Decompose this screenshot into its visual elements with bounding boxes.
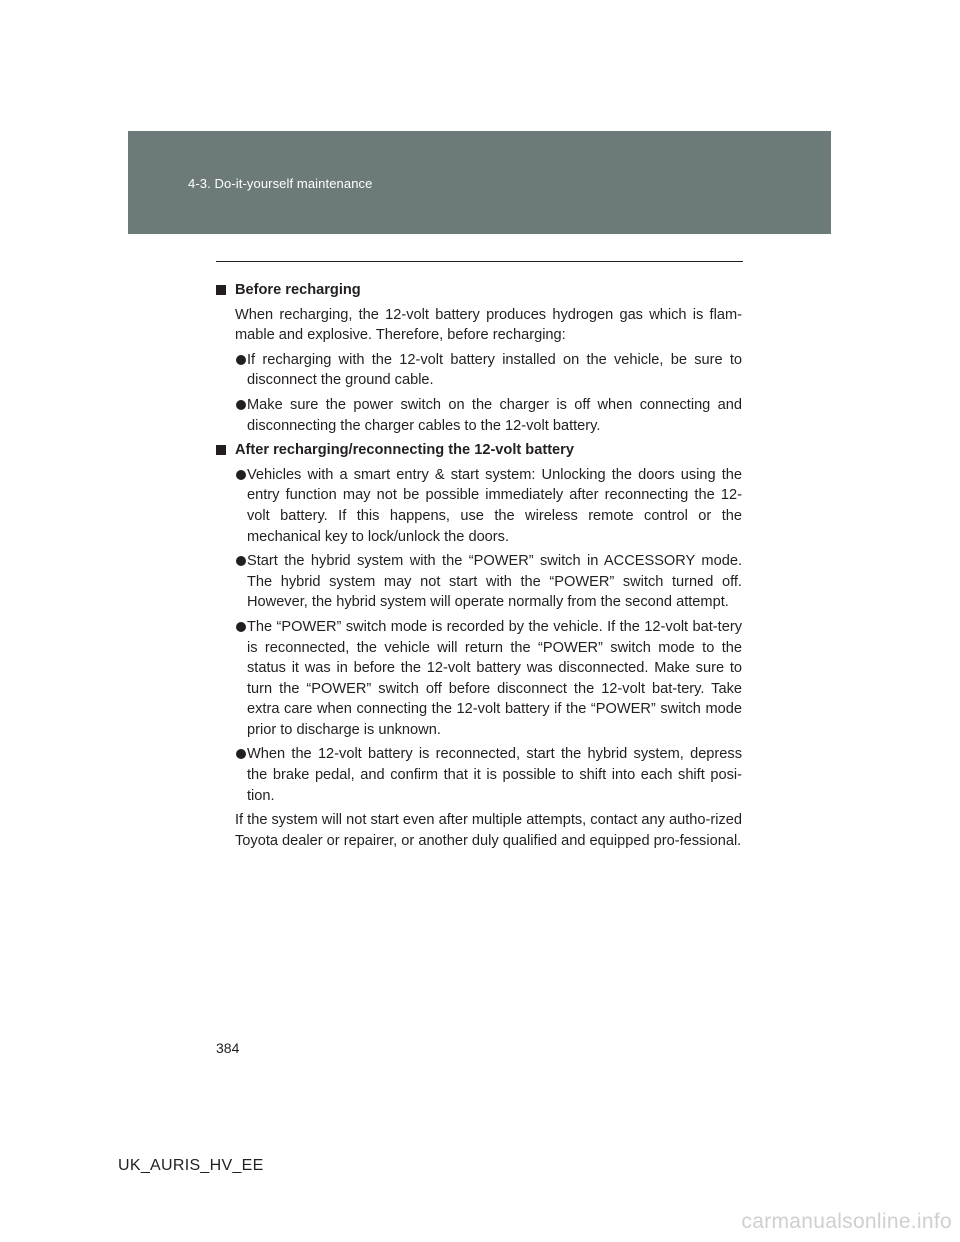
- list-item-text: If recharging with the 12-volt battery installed on the vehicle, be sure to disconnect the ground cable.: [247, 351, 742, 389]
- heading-text: After recharging/reconnecting the 12-volt battery: [235, 442, 574, 459]
- heading-text: Before recharging: [235, 282, 361, 298]
- list-item-text: When the 12-volt battery is reconnected, start the hybrid system, depress the brake pedal, and confirm that it is possible to shift into each shift posi-tion.: [247, 746, 742, 804]
- list-item: [216, 395, 742, 436]
- list-item-text: The “POWER” switch mode is recorded by the vehicle. If the 12-volt bat-tery is reconnected, the vehicle will return the “POWER” switch mode to the status it was in before the 12-volt battery was disconnected. Make sure to turn the “POWER” switch off before disconnect the 12-volt bat-tery. Take extra care when connecting the 12-volt battery if the “POWER” switch mode prior to discharge is unknown.: [247, 618, 742, 738]
- watermark: carmanualsonline.info: [741, 1210, 952, 1233]
- divider-rule: [216, 261, 743, 262]
- heading-after-recharging: [216, 440, 742, 461]
- page-content: [216, 280, 742, 855]
- round-bullet-icon: [236, 400, 246, 410]
- list-item: [216, 617, 742, 741]
- round-bullet-icon: [236, 749, 246, 759]
- page-number: 384: [216, 1040, 240, 1056]
- list-item: [216, 350, 742, 391]
- closing-paragraph: If the system will not start even after multiple attempts, contact any autho-rized Toyota dealer or repairer, or another duly qualified and equipped pro-fessional.: [235, 812, 742, 849]
- intro-paragraph: When recharging, the 12-volt battery produces hydrogen gas which is flam-mable and explosive. Therefore, before recharging:: [235, 306, 742, 344]
- list-item-text: Vehicles with a smart entry & start system: Unlocking the doors using the entry function may not be possible immediately after reconnecting the 12-volt battery. If this happens, use the wireless remote control or the mechanical key to lock/unlock the doors.: [247, 466, 742, 545]
- round-bullet-icon: [236, 556, 246, 566]
- document-code: UK_AURIS_HV_EE: [118, 1157, 264, 1174]
- square-bullet-icon: [216, 445, 226, 455]
- list-item: [216, 465, 742, 547]
- heading-before-recharging: [216, 280, 742, 301]
- section-title: 4-3. Do-it-yourself maintenance: [188, 176, 373, 191]
- round-bullet-icon: [236, 622, 246, 632]
- square-bullet-icon: [216, 285, 226, 295]
- header-band: [128, 131, 831, 234]
- round-bullet-icon: [236, 470, 246, 480]
- round-bullet-icon: [236, 355, 246, 365]
- list-item: [216, 744, 742, 806]
- list-item: [216, 551, 742, 613]
- list-item-text: Make sure the power switch on the charger is off when connecting and disconnecting the charger cables to the 12-volt battery.: [247, 396, 742, 434]
- list-item-text: Start the hybrid system with the “POWER” switch in ACCESSORY mode. The hybrid system may not start with the “POWER” switch turned off. However, the hybrid system will operate normally from the second attempt.: [247, 553, 742, 611]
